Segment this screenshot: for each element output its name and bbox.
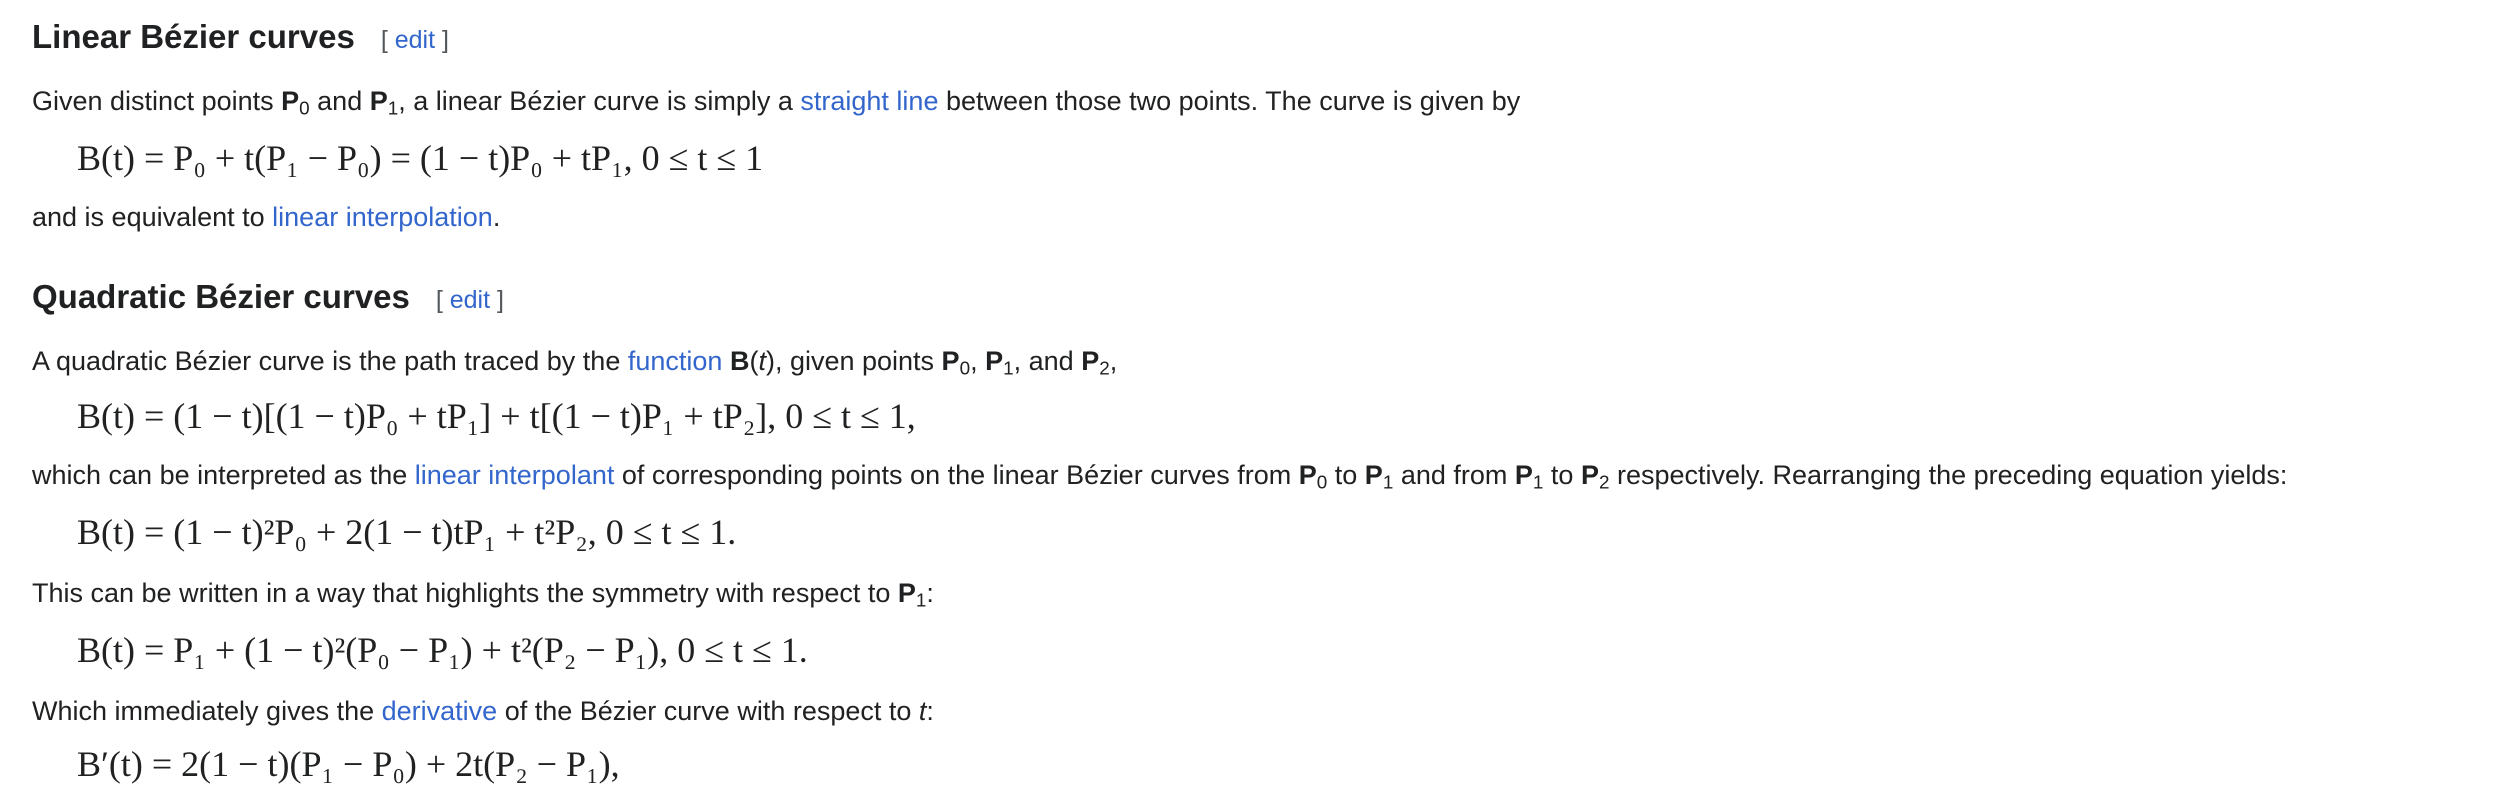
bold-p: P xyxy=(1298,460,1317,490)
subscript-2: 2 xyxy=(1598,472,1610,494)
heading-linear-bezier xyxy=(32,17,449,60)
link-linear-interpolation[interactable]: linear interpolation xyxy=(272,202,493,232)
equation-quadratic-nested xyxy=(77,394,916,438)
text: , a linear Bézier curve is simply a xyxy=(398,86,801,116)
equation-quadratic-derivative xyxy=(77,742,620,786)
paragraph-quadratic-symmetry xyxy=(32,576,934,610)
edit-section-quadratic: [ edit ] xyxy=(435,286,504,314)
text: A quadratic Bézier curve is the path traced by the xyxy=(32,346,628,376)
text: Given distinct points xyxy=(32,86,282,116)
heading-quadratic-text: Quadratic Bézier curves xyxy=(32,278,410,315)
edit-section-linear: [ edit ] xyxy=(380,26,449,54)
text: and from xyxy=(1393,460,1515,490)
text: between those two points. The curve is given by xyxy=(938,86,1521,116)
heading-quadratic-bezier xyxy=(32,277,504,320)
link-function[interactable]: function xyxy=(627,346,723,376)
subscript-1: 1 xyxy=(1003,358,1014,380)
text: respectively. Rearranging the preceding equation yields: xyxy=(1609,460,2288,490)
text: Which immediately gives the xyxy=(32,696,382,726)
bold-p: P xyxy=(281,86,300,116)
text: which can be interpreted as the xyxy=(32,460,415,490)
text: This can be written in a way that highlights the symmetry with respect to xyxy=(32,578,898,608)
text: , and xyxy=(1013,346,1082,376)
paragraph-quadratic-derivative xyxy=(32,694,934,728)
text: and xyxy=(309,86,370,116)
bold-p: P xyxy=(897,578,916,608)
paragraph-linear-equivalent xyxy=(32,200,500,234)
bold-p: P xyxy=(1514,460,1533,490)
link-linear-interpolant[interactable]: linear interpolant xyxy=(414,460,615,490)
subscript-1: 1 xyxy=(387,98,399,120)
bold-p: P xyxy=(1364,460,1383,490)
text: ( xyxy=(749,346,759,376)
edit-link-linear[interactable]: edit xyxy=(394,26,436,54)
bold-p: P xyxy=(1580,460,1599,490)
bold-p: P xyxy=(369,86,388,116)
text: : xyxy=(926,696,934,726)
link-derivative[interactable]: derivative xyxy=(381,696,498,726)
bold-b: B xyxy=(729,346,750,376)
edit-link-quadratic[interactable]: edit xyxy=(449,286,491,314)
link-straight-line[interactable]: straight line xyxy=(800,86,939,116)
bold-p: P xyxy=(1081,346,1100,376)
bold-p: P xyxy=(985,346,1004,376)
text: of the Bézier curve with respect to xyxy=(497,696,919,726)
text: and is equivalent to xyxy=(32,202,273,232)
subscript-1: 1 xyxy=(1532,472,1544,494)
italic-t: t xyxy=(758,346,766,376)
text: . xyxy=(492,202,501,232)
equation-quadratic-expanded xyxy=(77,510,736,554)
paragraph-quadratic-intro xyxy=(32,344,1117,378)
text: , xyxy=(970,346,986,376)
equation-linear-text: B(t) = P₀ + t(P₁ − P₀) = (1 − t)P₀ + tP₁, 0 ≤ t ≤ 1 xyxy=(77,138,764,178)
equation-linear xyxy=(77,136,763,180)
text xyxy=(722,346,730,376)
italic-t: t xyxy=(918,696,927,726)
text: : xyxy=(926,578,934,608)
subscript-2: 2 xyxy=(1099,358,1110,380)
heading-linear-text: Linear Bézier curves xyxy=(32,18,355,55)
subscript-0: 0 xyxy=(299,98,310,120)
subscript-1: 1 xyxy=(1382,472,1394,494)
equation-quadratic-nested-text: B(t) = (1 − t)[(1 − t)P₀ + tP₁] + t[(1 − t)P₁ + tP₂], 0 ≤ t ≤ 1, xyxy=(77,396,916,436)
paragraph-linear-intro xyxy=(32,84,1520,118)
equation-quadratic-symmetric-text: B(t) = P₁ + (1 − t)²(P₀ − P₁) + t²(P₂ − P₁), 0 ≤ t ≤ 1. xyxy=(77,630,808,670)
text: , xyxy=(1109,346,1118,376)
text: to xyxy=(1327,460,1365,490)
equation-quadratic-expanded-text: B(t) = (1 − t)²P₀ + 2(1 − t)tP₁ + t²P₂, 0 ≤ t ≤ 1. xyxy=(77,512,737,552)
subscript-0: 0 xyxy=(1316,472,1328,494)
text: of corresponding points on the linear Bézier curves from xyxy=(614,460,1299,490)
text: ), given points xyxy=(765,346,942,376)
subscript-0: 0 xyxy=(959,358,971,380)
text: to xyxy=(1543,460,1581,490)
paragraph-quadratic-interpolant xyxy=(32,458,2287,492)
equation-quadratic-symmetric xyxy=(77,628,808,672)
equation-quadratic-derivative-text: B′(t) = 2(1 − t)(P₁ − P₀) + 2t(P₂ − P₁), xyxy=(77,744,620,784)
subscript-1: 1 xyxy=(915,590,927,612)
bold-p: P xyxy=(941,346,960,376)
